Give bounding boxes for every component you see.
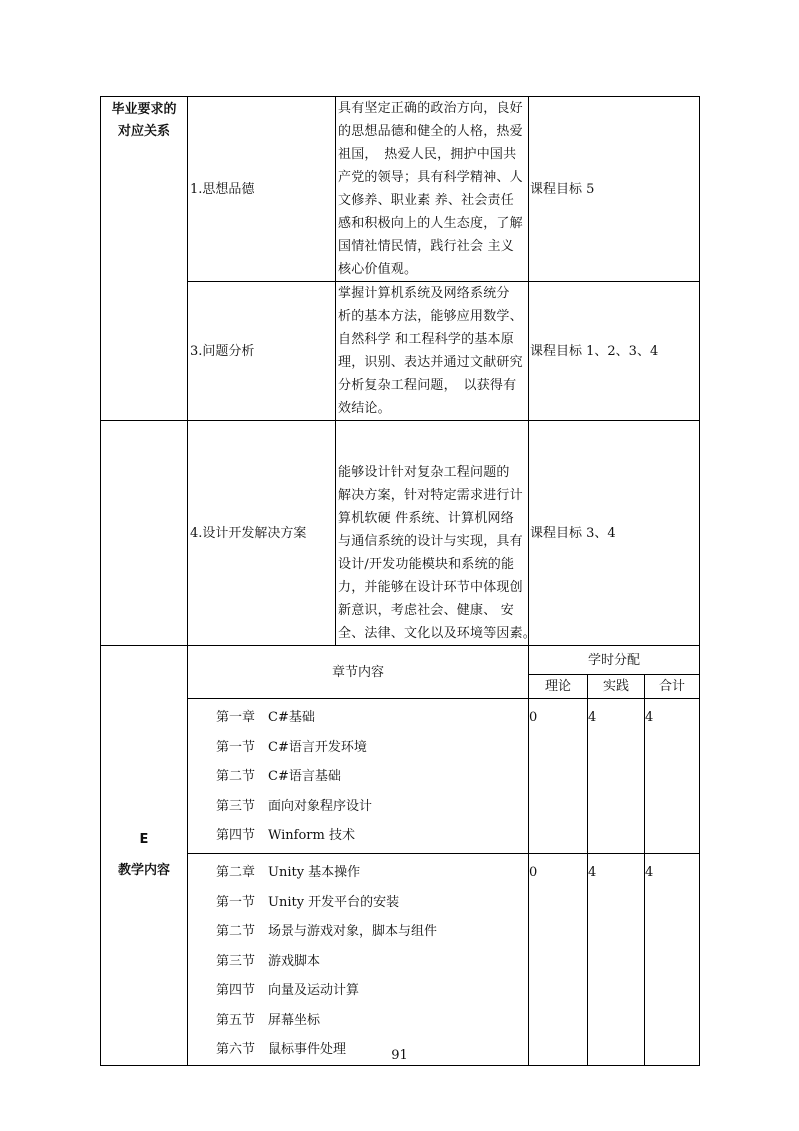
page-number: 91 [391,1048,408,1063]
requirement-item: 1.思想品德 [188,97,336,282]
practice-header: 实践 [588,675,645,699]
requirement-item: 3.问题分析 [188,282,336,421]
chapter-col-header: 章节内容 [188,646,529,699]
requirement-goal: 课程目标 5 [529,97,700,282]
requirement-goal: 课程目标 3、4 [529,421,700,646]
chapter-list: 第二章 Unity 基本操作 第一节 Unity 开发平台的安装 第二节 场景与游戏对象，脚本与组件 第三节 游戏脚本 第四节 向量及运动计算 第五节 屏幕坐标 第六节 鼠标事件处理 [188,854,529,1066]
requirement-row [101,97,700,282]
theory-hours: 0 [529,854,588,1066]
chapter-row [101,854,700,1066]
requirement-row [101,282,700,421]
requirement-item: 4.设计开发解决方案 [188,421,336,646]
empty-label-cell [101,421,188,646]
hours-group-header: 学时分配 [529,646,700,675]
practice-hours: 4 [588,854,645,1066]
total-hours: 4 [645,699,700,854]
requirements-label: 毕业要求的 对应关系 [101,97,188,421]
content-header-row [101,646,700,675]
practice-hours: 4 [588,699,645,854]
requirement-row [101,421,700,646]
requirement-desc: 具有坚定正确的政治方向，良好 的思想品德和健全的人格，热爱 祖国， 热爱人民，拥护中国共 产党的领导；具有科学精神、人 文修养、职业素 养、社会责任 感和积极向上的人生态度，了解 国情社情民情，践行社会 主义 核心价值观。 [336,97,529,282]
chapter-list: 第一章 C#基础 第一节 C#语言开发环境 第二节 C#语言基础 第三节 面向对象程序设计 第四节 Winform 技术 [188,699,529,854]
requirement-desc: 能够设计针对复杂工程问题的 解决方案，针对特定需求进行计 算机软硬 件系统、计算机网络 与通信系统的设计与实现，具有 设计/开发功能模块和系统的能 力，并能够在设计环节中体现创 新意识，考虑社会、健康、 安 全、法律、文化以及环境等因素。 [336,421,529,646]
content-label: E 教学内容 [101,646,188,1066]
total-header: 合计 [645,675,700,699]
theory-header: 理论 [529,675,588,699]
total-hours: 4 [645,854,700,1066]
theory-hours: 0 [529,699,588,854]
requirement-goal: 课程目标 1、2、3、4 [529,282,700,421]
chapter-row [101,699,700,854]
syllabus-table [100,96,700,1066]
requirement-desc: 掌握计算机系统及网络系统分 析的基本方法，能够应用数学、 自然科学 和工程科学的基本原 理，识别、表达并通过文献研究 分析复杂工程问题， 以获得有 效结论。 [336,282,529,421]
